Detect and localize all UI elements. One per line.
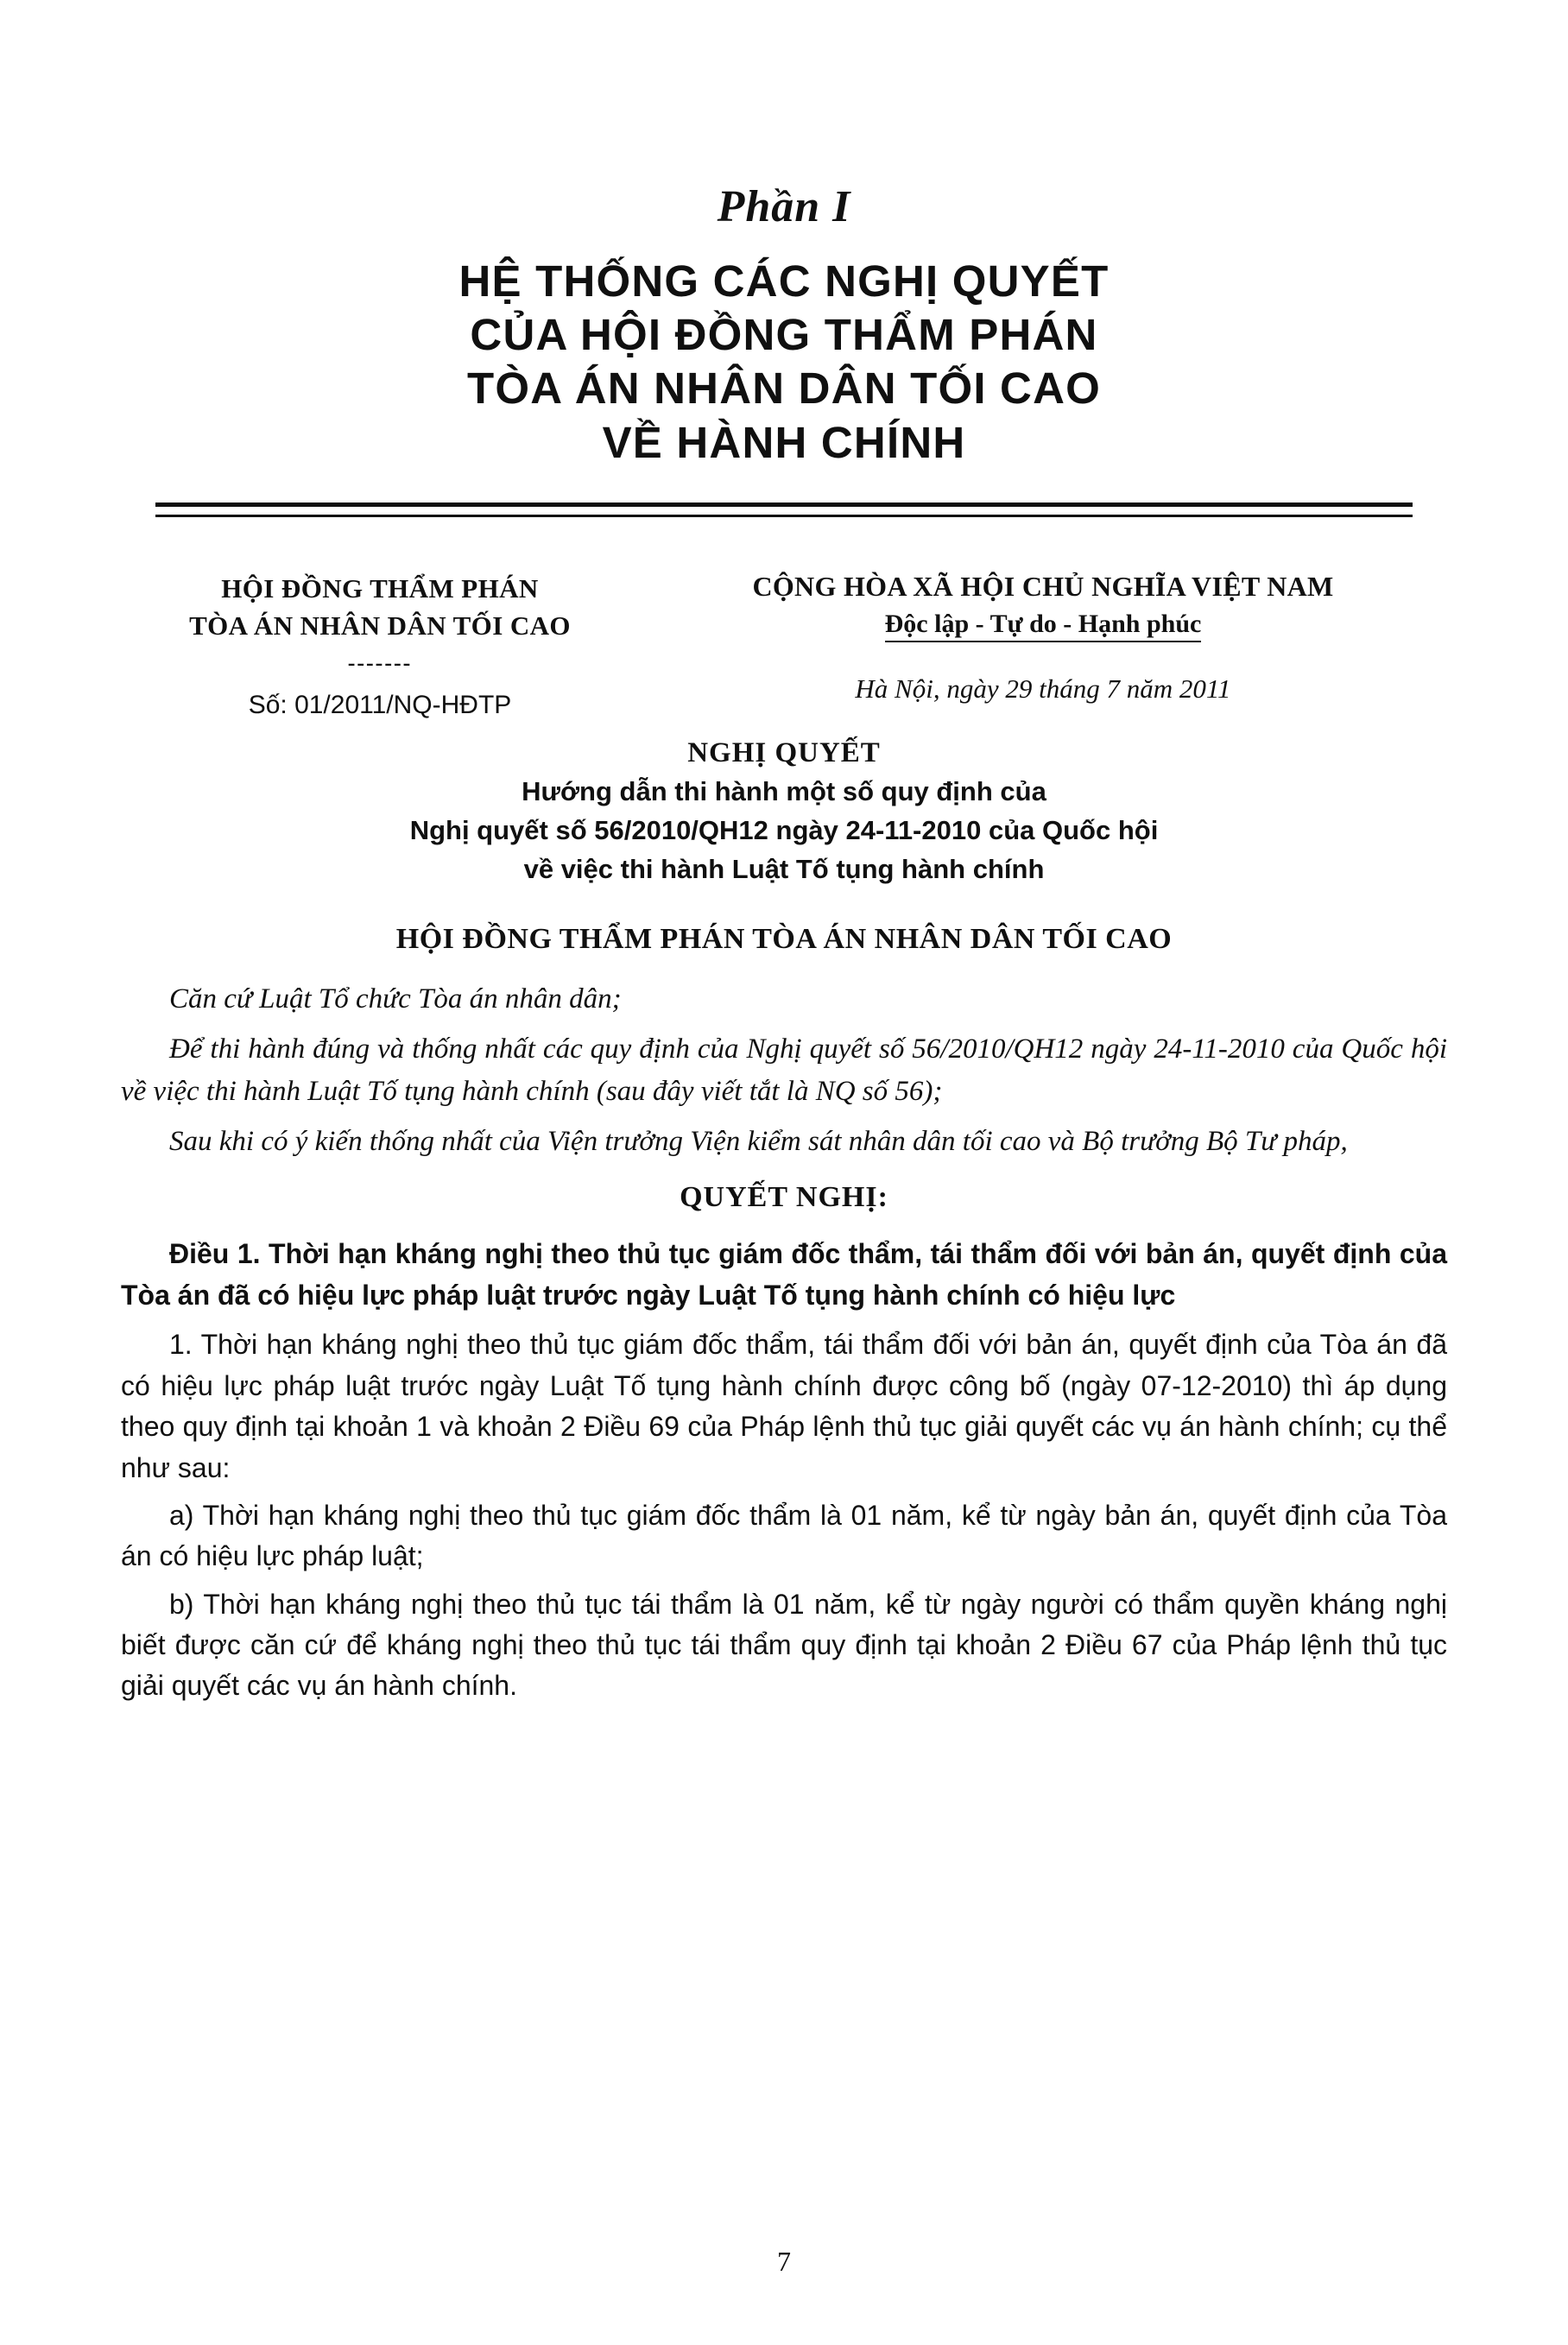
national-heading: [639, 571, 1447, 705]
document-number: Số: 01/2011/NQ-HĐTP: [248, 691, 512, 720]
resolution-subtitle-line-2: Nghị quyết số 56/2010/QH12 ngày 24-11-2010 của Quốc hội: [409, 814, 1159, 845]
preamble-paragraph-2: Để thi hành đúng và thống nhất các quy định của Nghị quyết số 56/2010/QH12 ngày 24-11-2010 của Quốc hội về việc thi hành Luật Tố tụng hành chính (sau đây viết tắt là NQ số 56);: [121, 1033, 1447, 1108]
resolution-heading: [121, 737, 1447, 889]
preamble-paragraph-1: Căn cứ Luật Tổ chức Tòa án nhân dân;: [169, 983, 622, 1015]
issuer-line-2: TÒA ÁN NHÂN DÂN TỐI CAO: [189, 610, 571, 641]
resolution-subtitle: [121, 773, 1447, 889]
main-title-line-2: CỦA HỘI ĐỒNG THẨM PHÁN: [470, 310, 1098, 360]
document-header: [121, 571, 1447, 724]
article-heading: Điều 1. Thời hạn kháng nghị theo thủ tục giám đốc thẩm, tái thẩm đối với bản án, quyết định của Tòa án đã có hiệu lực pháp luật trước ngày Luật Tố tụng hành chính có hiệu lực: [121, 1238, 1447, 1312]
body-paragraph-2: a) Thời hạn kháng nghị theo thủ tục giám đốc thẩm là 01 năm, kể từ ngày bản án, quyết định của Tòa án có hiệu lực pháp luật;: [121, 1499, 1447, 1572]
part-title: Phần I: [717, 182, 851, 231]
national-motto: Độc lập - Tự do - Hạnh phúc: [885, 610, 1202, 642]
main-title-line-3: TÒA ÁN NHÂN DÂN TỐI CAO: [466, 363, 1101, 414]
body-paragraph-3: b) Thời hạn kháng nghị theo thủ tục tái thẩm là 01 năm, kể từ ngày người có thẩm quyền kháng nghị biết được căn cứ để kháng nghị theo thủ tục tái thẩm quy định tại khoản 2 Điều 67 của Pháp lệnh thủ tục giải quyết các vụ án hành chính.: [121, 1588, 1447, 1702]
main-title-line-1: HỆ THỐNG CÁC NGHỊ QUYẾT: [458, 256, 1110, 306]
main-title-line-4: VỀ HÀNH CHÍNH: [602, 417, 966, 467]
title-divider: [155, 502, 1413, 517]
issuer-separator: -------: [347, 650, 413, 676]
national-name: CỘNG HÒA XÃ HỘI CHỦ NGHĨA VIỆT NAM: [752, 570, 1334, 602]
document-body: [121, 978, 1447, 1706]
decide-label: QUYẾT NGHỊ:: [680, 1181, 888, 1214]
issuing-body: [121, 571, 639, 724]
body-paragraph-1: 1. Thời hạn kháng nghị theo thủ tục giám đốc thẩm, tái thẩm đối với bản án, quyết định của Tòa án đã có hiệu lực pháp luật trước ngày Luật Tố tụng hành chính được công bố (ngày 07-12-2010) thì áp dụng theo quy định tại khoản 1 và khoản 2 Điều 69 của Pháp lệnh thủ tục giải quyết các vụ án hành chính; cụ thể như sau:: [121, 1329, 1447, 1483]
resolution-label: NGHỊ QUYẾT: [687, 736, 881, 768]
page-number: 7: [777, 2246, 791, 2277]
resolution-subtitle-line-3: về việc thi hành Luật Tố tụng hành chính: [523, 853, 1045, 884]
place-date: Hà Nội, ngày 29 tháng 7 năm 2011: [855, 673, 1231, 704]
issuer-line-1: HỘI ĐỒNG THẨM PHÁN: [221, 572, 539, 604]
main-title: [223, 255, 1345, 470]
issuing-organ: HỘI ĐỒNG THẨM PHÁN TÒA ÁN NHÂN DÂN TỐI CAO: [395, 923, 1173, 956]
preamble-paragraph-3: Sau khi có ý kiến thống nhất của Viện trưởng Viện kiểm sát nhân dân tối cao và Bộ trưởng Bộ Tư pháp,: [169, 1125, 1348, 1157]
resolution-subtitle-line-1: Hướng dẫn thi hành một số quy định của: [522, 775, 1046, 806]
